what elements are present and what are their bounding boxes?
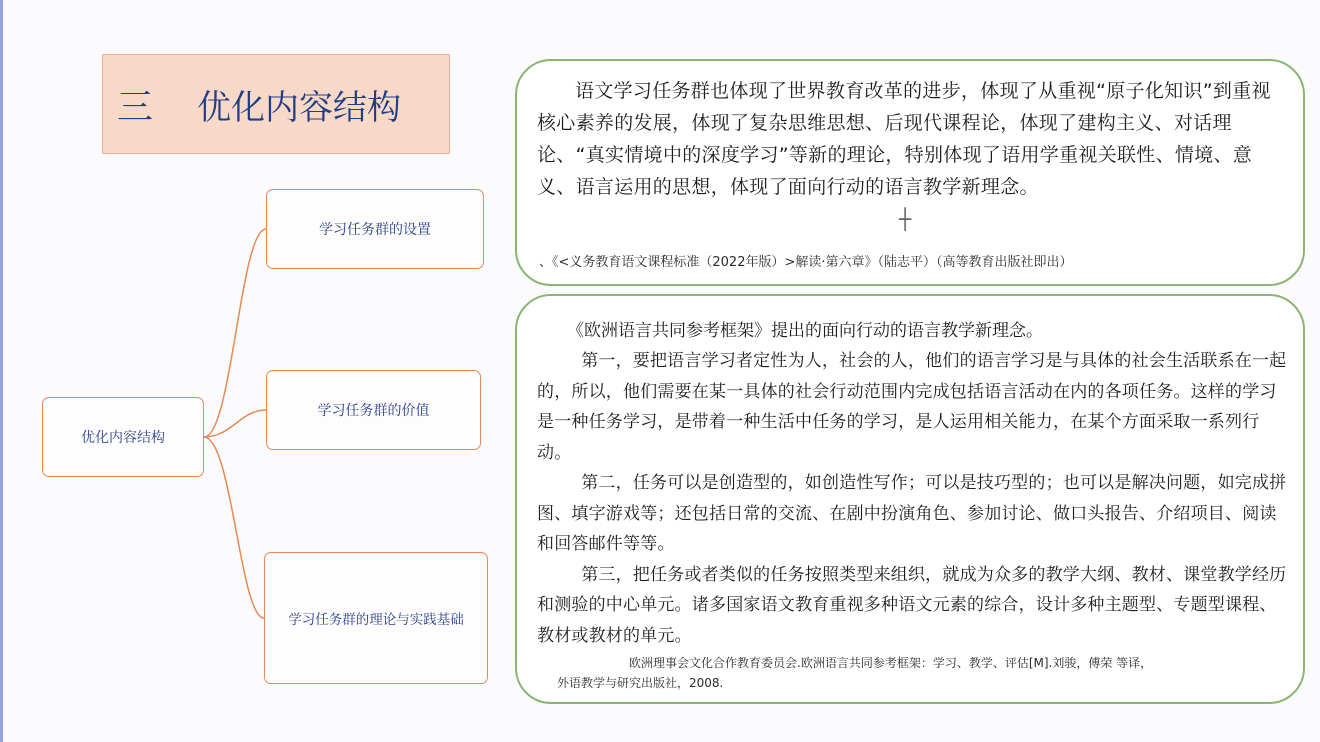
section-number: 三 [117,86,156,128]
quote-card-2-paragraph-3: 第三，把任务或者类似的任务按照类型来组织，就成为众多的教学大纲、教材、课堂教学经历和测验的中心单元。诸多国家语文教育重视多种语文元素的综合，设计多种主题型、专题型课程、教材或教材的单元。 [537,564,1287,646]
quote-card-2-citation [557,653,1277,693]
quote-card-1-paragraph: 语文学习任务群也体现了世界教育改革的进步，体现了从重视“原子化知识”到重视核心素养的发展，体现了复杂思维思想、后现代课程论，体现了建构主义、对话理论、“真实情境中的深度学习”等新的理论，特别体现了语用学重视关联性、情境、意义、语言运用的思想，体现了面向行动的语言教学新理念。 [537,80,1271,198]
mindmap-branch-theory: 学习任务群的理论与实践基础 [264,552,488,684]
quote-card-2-citation-line-1: 欧洲理事会文化合作教育委员会.欧洲语言共同参考框架：学习、教学、评估[M].刘骏，傅荣 等译， [629,656,1153,670]
mindmap-branch-setup: 学习任务群的设置 [266,189,484,269]
connector-branch-1 [204,229,266,437]
quote-card-2 [515,294,1305,704]
quote-card-1 [515,59,1305,286]
connector-branch-2 [204,410,266,437]
quote-card-2-paragraph-2: 第二，任务可以是创造型的，如创造性写作；可以是技巧型的；也可以是解决问题，如完成拼图、填字游戏等；还包括日常的交流、在剧中扮演角色、参加讨论、做口头报告、介绍项目、阅读和回答邮件等等。 [537,473,1287,554]
section-title-text: 优化内容结构 [197,87,402,128]
mindmap-branch-value: 学习任务群的价值 [266,370,481,450]
quote-card-2-citation-line-2: 外语教学与研究出版社，2008. [557,676,724,690]
mindmap-root-node: 优化内容结构 [42,397,204,477]
crosshair-icon: ┼ [899,207,912,231]
connector-branch-3 [204,437,264,618]
quote-card-1-citation: 、《<义务教育语文课程标准（2022年版）>解读·第六章》（陆志平）（高等教育出版社即出） [539,255,1073,270]
quote-card-2-heading: 《欧洲语言共同参考框架》提出的面向行动的语言教学新理念。 [567,321,1043,341]
quote-card-2-paragraph-1: 第一，要把语言学习者定性为人，社会的人，他们的语言学习是与具体的社会生活联系在一起的，所以，他们需要在某一具体的社会行动范围内完成包括语言活动在内的各项任务。这样的学习是一种任务学习，是带着一种生活中任务的学习，是人运用相关能力，在某个方面采取一系列行动。 [537,351,1287,463]
